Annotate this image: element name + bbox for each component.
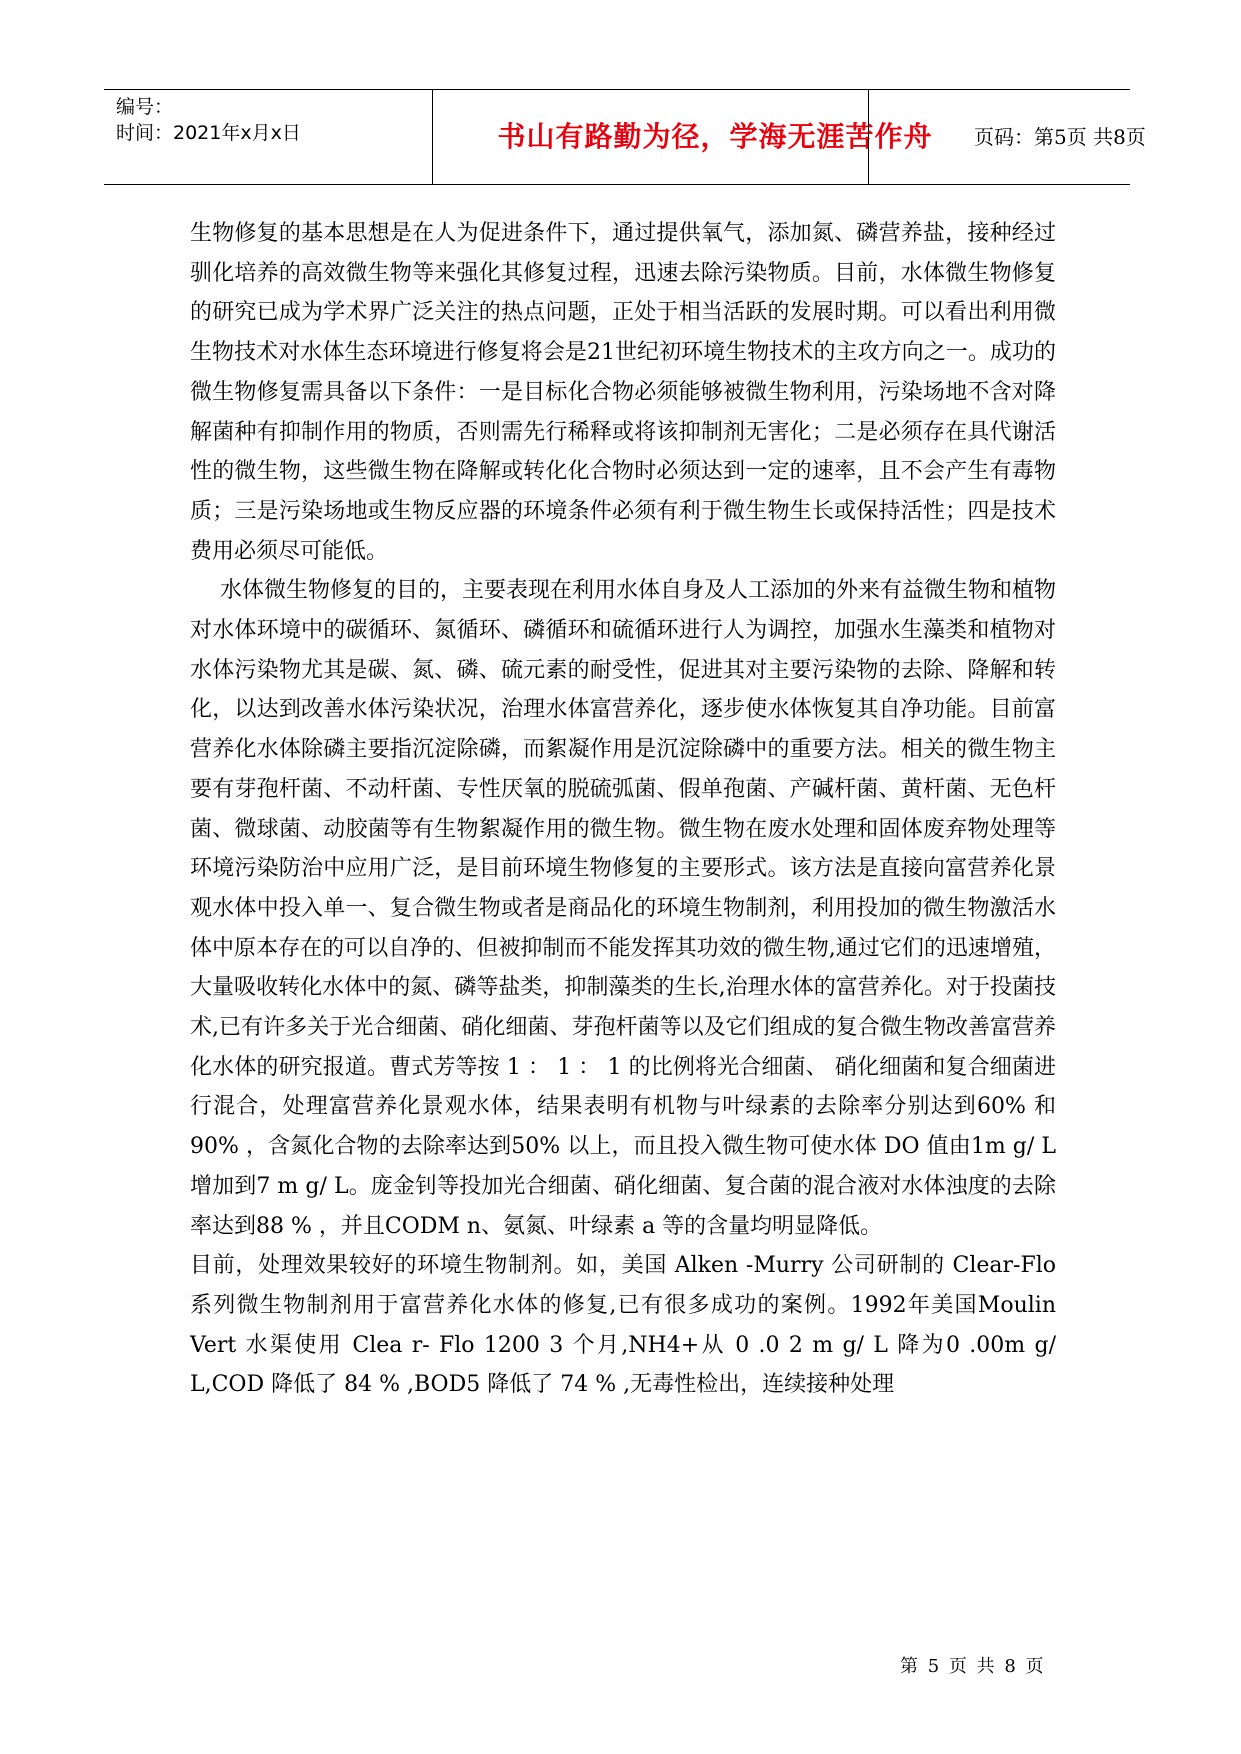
header-divider-right [868,90,869,184]
header-info [116,90,466,188]
paragraph-3: 目前，处理效果较好的环境生物制剂。如，美国 Alken -Murry 公司研制的 Clear-Flo 系列微生物制剂用于富营养化水体的修复,已有很多成功的案例。1992年美国Moulin Vert 水渠使用 Clea r- Flo 1200 3 个月,NH4+从 0 .0 2 m g/ L 降为0 .00m g/ L,COD 降低了 84 % ,BOD5 降低了 74 % ,无毒性检出，连续接种处理 [190,1253,1056,1398]
header-time-label: 时间：2021年x月x日 [116,122,301,144]
header-number-label: 编号： [116,96,174,118]
header-motto: 书山有路勤为径，学海无涯苦作舟 [497,120,933,153]
paragraph-1: 生物修复的基本思想是在人为促进条件下，通过提供氧气，添加氮、磷营养盐，接种经过驯化培养的高效微生物等来强化其修复过程，迅速去除污染物质。目前，水体微生物修复的研究已成为学术界广泛关注的热点问题，正处于相当活跃的发展时期。可以看出利用微生物技术对水体生态环境进行修复将会是21世纪初环境生物技术的主攻方向之一。成功的微生物修复需具备以下条件：一是目标化合物必须能够被微生物利用，污染场地不含对降解菌种有抑制作用的物质，否则需先行稀释或将该抑制剂无害化；二是必须存在具代谢活性的微生物，这些微生物在降解或转化化合物时必须达到一定的速率，且不会产生有毒物质；三是污染场地或生物反应器的环境条件必须有利于微生物生长或保持活性；四是技术费用必须尽可能低。 [190,221,1056,564]
page-header [104,89,1146,185]
document-body [190,214,1056,1405]
paragraph-2: 水体微生物修复的目的，主要表现在利用水体自身及人工添加的外来有益微生物和植物对水体环境中的碳循环、氮循环、磷循环和硫循环进行人为调控，加强水生藻类和植物对水体污染物尤其是碳、氮、磷、硫元素的耐受性，促进其对主要污染物的去除、降解和转化，以达到改善水体污染状况，治理水体富营养化，逐步使水体恢复其自净功能。目前富营养化水体除磷主要指沉淀除磷，而絮凝作用是沉淀除磷中的重要方法。相关的微生物主要有芽孢杆菌、不动杆菌、专性厌氧的脱硫弧菌、假单孢菌、产碱杆菌、黄杆菌、无色杆菌、微球菌、动胶菌等有生物絮凝作用的微生物。微生物在废水处理和固体废弃物处理等环境污染防治中应用广泛，是目前环境生物修复的主要形式。该方法是直接向富营养化景观水体中投入单一、复合微生物或者是商品化的环境生物制剂，利用投加的微生物激活水体中原本存在的可以自净的、但被抑制而不能发挥其功效的微生物,通过它们的迅速增殖，大量吸收转化水体中的氮、磷等盐类，抑制藻类的生长,治理水体的富营养化。对于投菌技术,已有许多关于光合细菌、硝化细菌、芽孢杆菌等以及它们组成的复合微生物改善富营养化水体的研究报道。曹式芳等按 1 ： 1 ： 1 的比例将光合细菌、 硝化细菌和复合细菌进行混合，处理富营养化景观水体，结果表明有机物与叶绿素的去除率分别达到60% 和90% ，含氮化合物的去除率达到50% 以上，而且投入微生物可使水体 DO 值由1m g/ L 增加到7 m g/ L。庞金钊等投加光合细菌、硝化细菌、复合菌的混合液对水体浊度的去除率达到88 % ，并且CODM n、氨氮、叶绿素 a 等的含量均明显降低。 [190,578,1057,1239]
header-page-label: 页码：第5页 共8页 [974,125,1146,149]
page-footer: 第 5 页 共 8 页 [900,1656,1046,1677]
header-divider-left [432,90,433,184]
